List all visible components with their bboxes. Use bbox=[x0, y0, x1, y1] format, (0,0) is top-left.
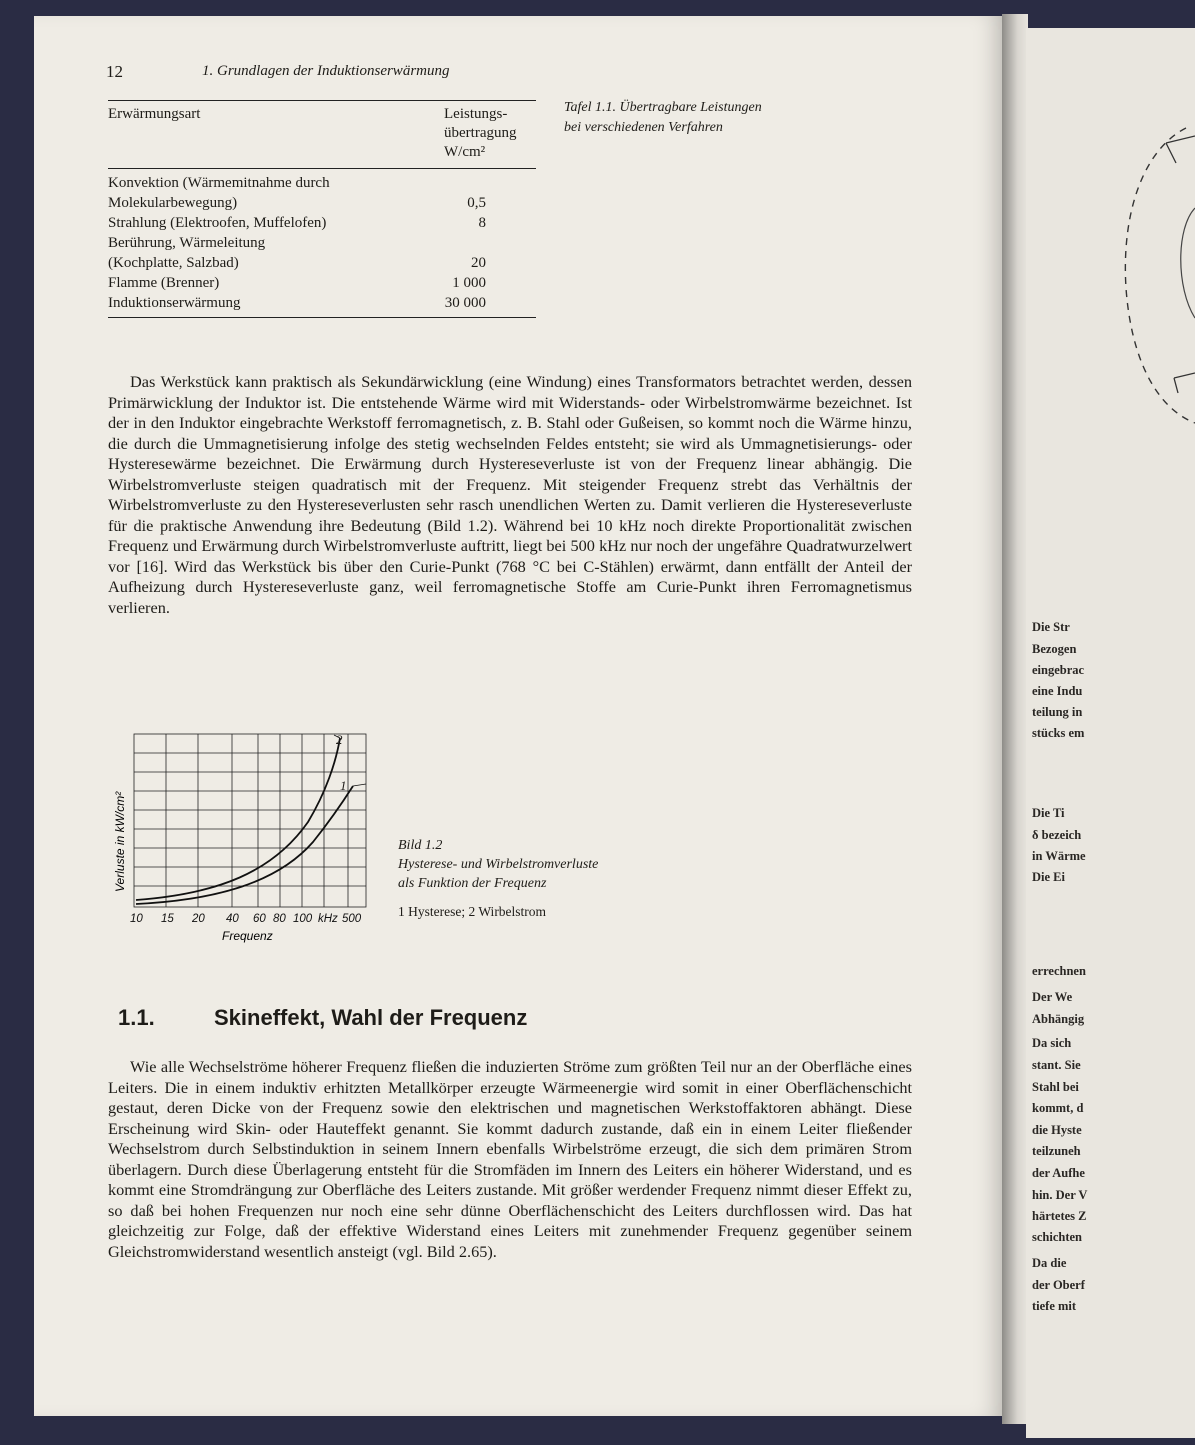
table-body bbox=[108, 169, 536, 317]
tick-label: 80 bbox=[273, 913, 286, 925]
table-row: Berührung, Wärmeleitung bbox=[108, 235, 266, 251]
book-gutter bbox=[1002, 14, 1028, 1424]
table-caption: Tafel 1.1. Übertragbare Leistungen bei verschiedenen Verfahren bbox=[564, 100, 762, 135]
table-header bbox=[108, 101, 536, 168]
tick-label: 40 bbox=[226, 913, 239, 925]
curve-wirbelstrom bbox=[136, 738, 340, 900]
right-fragment: δ bezeich bbox=[1032, 828, 1082, 842]
right-fragment: eingebrac bbox=[1032, 663, 1085, 677]
right-fragment: schichten bbox=[1032, 1230, 1082, 1244]
tick-label: 60 bbox=[253, 913, 266, 925]
right-fragment: kommt, d bbox=[1032, 1101, 1084, 1115]
tick-label: 500 bbox=[342, 913, 362, 925]
right-fragment: teilzuneh bbox=[1032, 1144, 1081, 1158]
tick-label: kHz bbox=[318, 913, 338, 925]
curve-label-1: 1 bbox=[340, 778, 347, 793]
right-fragment: härtetes Z bbox=[1032, 1209, 1087, 1223]
figure-1-2-chart bbox=[108, 732, 368, 947]
col-header-power: Leistungs- übertragung W/cm² bbox=[444, 106, 517, 160]
table-bottom-rule bbox=[108, 317, 536, 318]
chart-grid bbox=[134, 734, 366, 907]
table-row: Strahlung (Elektroofen, Muffelofen) 8 bbox=[108, 215, 486, 231]
right-fragment: die Hyste bbox=[1032, 1123, 1082, 1137]
right-fragment: Bezogen bbox=[1032, 642, 1077, 656]
figure-caption: Bild 1.2 Hysterese- und Wirbelstromverluste als Funktion der Frequenz bbox=[398, 838, 599, 891]
table-row: (Kochplatte, Salzbad) 20 bbox=[108, 255, 486, 271]
right-fragment: tiefe mit bbox=[1032, 1299, 1077, 1313]
table-row: Konvektion (Wärmemitnahme durch bbox=[108, 175, 330, 191]
tick-label: 10 bbox=[130, 913, 143, 925]
table-row: Molekularbewegung) 0,5 bbox=[108, 195, 486, 211]
table-row: Flamme (Brenner) 1 000 bbox=[108, 275, 486, 291]
right-fragment: Die Ti bbox=[1032, 806, 1065, 820]
right-fragment: der Aufhe bbox=[1032, 1166, 1085, 1180]
right-fragment: Die Ei bbox=[1032, 870, 1065, 884]
right-fragment: Der We bbox=[1032, 990, 1073, 1004]
ylabel: Verluste in kW/cm² bbox=[113, 791, 127, 892]
curve-label-2: 2 bbox=[336, 732, 343, 747]
body-paragraph-1: Das Werkstück kann praktisch als Sekundärwicklung (eine Windung) eines Transformators betrachtet werden, dessen Primärwicklung der Induktor ist. Die entstehende Wärme wird mit Widerstands- oder Wirbelstromwärme bezeichnet. Ist der in den Induktor eingebrachte Werkstoff ferromagnetisch, z. B. Stahl oder Gußeisen, so kommt noch die Wärme hinzu, die durch die Ummagnetisierung infolge des stetig wechselnden Feldes entsteht; sie wird als Ummagnetisierungs- oder Hysteresewärme bezeichnet. Die Erwärmung durch Hystereseverluste ist von der Frequenz linear abhängig. Die Wirbelstromverluste steigen quadratisch mit der Frequenz. Mit steigender Frequenz strebt das Verhältnis der Wirbelstromverluste zu den Hystereseverlusten sehr rasch unendlichen Werten zu. Damit verlieren die Hystereseverluste für die praktische Anwendung ihre Bedeutung (Bild 1.2). Während bei 10 kHz noch direkte Proportionalität zwischen Frequenz und Erwärmung durch Wirbelstromverluste auftritt, liegt bei 500 kHz nur noch der ungefähre Quadratwurzelwert vor [16]. Wird das Werkstück bis über den Curie-Punkt (768 °C bei C-Stählen) erwärmt, dann entfällt der Anteil der Aufheizung durch Hystereseverluste ganz, weil ferromagnetische Stoffe am Curie-Punkt ihren Ferromagnetismus verlieren. bbox=[108, 372, 912, 617]
right-fragment: teilung in bbox=[1032, 705, 1083, 719]
table-1-1 bbox=[108, 100, 536, 318]
right-fragment: eine Indu bbox=[1032, 684, 1083, 698]
figure-legend: 1 Hysterese; 2 Wirbelstrom bbox=[398, 904, 547, 919]
right-fragment: hin. Der V bbox=[1032, 1188, 1088, 1202]
right-fragment: Die Str bbox=[1032, 620, 1070, 634]
col-header-method: Erwärmungsart bbox=[108, 106, 201, 122]
page-number: 12 bbox=[106, 62, 123, 81]
right-fragment: Da die bbox=[1032, 1256, 1067, 1270]
section-heading bbox=[118, 1005, 527, 1031]
xlabel: Frequenz bbox=[222, 929, 273, 943]
tick-label: 15 bbox=[161, 913, 174, 925]
right-fragment: in Wärme bbox=[1032, 849, 1086, 863]
right-fragment: stücks em bbox=[1032, 726, 1085, 740]
tick-label: 100 bbox=[293, 913, 313, 925]
right-fragment: Da sich bbox=[1032, 1036, 1072, 1050]
table-row: Induktionserwärmung 30 000 bbox=[108, 295, 486, 311]
section-title: Skineffekt, Wahl der Frequenz bbox=[214, 1005, 528, 1030]
right-fragment: der Oberf bbox=[1032, 1278, 1085, 1292]
right-fragment: stant. Sie bbox=[1032, 1058, 1081, 1072]
tick-label: 20 bbox=[192, 913, 205, 925]
body-paragraph-2: Wie alle Wechselströme höherer Frequenz fließen die induzierten Ströme zum größten Teil nur an der Oberfläche eines Leiters. Die in einem induktiv erhitzten Metallkörper erzeugte Wärmeenergie wird somit in einer Oberflächenschicht gestaut, deren Dicke von der Frequenz sowie den elektrischen und magnetischen Werkstoffaktoren abhängt. Diese Erscheinung wird Skin- oder Hauteffekt genannt. Sie kommt dadurch zustande, daß ein in einem Leiter fließender Wechselstrom durch Selbstinduktion in seinem Innern ebenfalls Wirbelströme erzeugt, die sich dem primären Strom überlagern. Durch diese Überlagerung entsteht für die Stromfäden im Innern des Leiters ein höherer Widerstand, und es kommt eine Stromdrängung zur Oberfläche des Leiters zustande. Mit größer werdender Frequenz nimmt dieser Effekt zu, so daß bei hohen Frequenzen nur noch eine sehr dünne Oberflächenschicht des Leiters durchflossen wird. Das hat gleichzeitig zur Folge, daß der effektive Widerstand eines Leiters mit zunehmender Frequenz gegenüber seinem Gleichstromwiderstand wesentlich ansteigt (vgl. Bild 2.65). bbox=[108, 1057, 912, 1261]
right-fragment: errechnen bbox=[1032, 964, 1086, 978]
right-fragment: Abhängig bbox=[1032, 1012, 1085, 1026]
section-number: 1.1. bbox=[118, 1005, 155, 1030]
running-header: 1. Grundlagen der Induktionserwärmung bbox=[202, 63, 450, 79]
right-page-diagram bbox=[1026, 88, 1195, 428]
right-fragment: Stahl bei bbox=[1032, 1080, 1079, 1094]
right-page bbox=[1026, 28, 1195, 1438]
